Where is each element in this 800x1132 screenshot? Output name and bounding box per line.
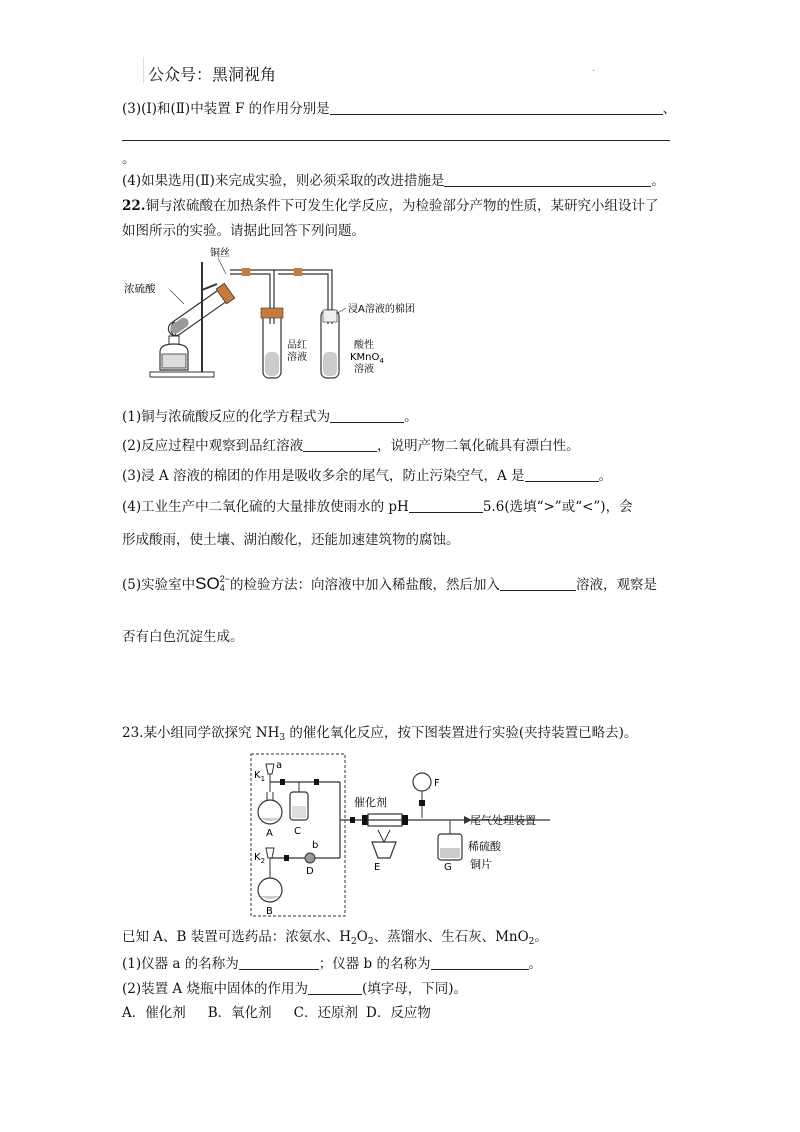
q23-intro-a: 23.某小组同学欲探究 NH (122, 725, 280, 741)
answer-blank[interactable] (409, 498, 483, 513)
q23-known-d: 。 (534, 929, 548, 945)
svg-text:F: F (434, 778, 440, 789)
svg-text:催化剂: 催化剂 (354, 796, 387, 809)
option-b: B．氧化剂 (207, 1005, 272, 1021)
svg-text:a: a (276, 760, 283, 771)
q22-item1-text: (1)铜与浓硫酸反应的化学方程式为 (122, 409, 331, 425)
svg-text:铜丝: 铜丝 (210, 248, 230, 259)
svg-text:b: b (312, 840, 319, 851)
q22-item3-end: 。 (598, 468, 612, 484)
q23-item1b: ；仪器 b 的名称为 (318, 956, 431, 972)
q22-item1 (122, 408, 418, 426)
q22-intro-line2: 如图所示的实验。请据此回答下列问题。 (122, 223, 365, 239)
svg-text:B: B (266, 906, 273, 917)
q23-intro-sub: 3 (279, 733, 286, 743)
q22-item5a-text: (5)实验室中 (122, 577, 196, 593)
q22-item5a (122, 575, 657, 594)
q22-item4a-text: (4)工业生产中二氧化硫的大量排放使雨水的 pH (122, 499, 409, 515)
svg-text:浓硫酸: 浓硫酸 (124, 283, 156, 295)
q23-item1a: (1)仪器 a 的名称为 (122, 956, 239, 972)
q23-options (122, 1004, 431, 1022)
svg-text:稀硫酸: 稀硫酸 (468, 840, 501, 853)
svg-text:尾气处理装置: 尾气处理装置 (470, 814, 536, 827)
q21-item4-end: 。 (651, 173, 665, 189)
q21-item4 (122, 172, 665, 190)
svg-text:铜片: 铜片 (470, 858, 492, 871)
watermark-text: 公众号：黑洞视角 (148, 65, 277, 84)
q23-known-c: 、蒸馏水、生石灰、MnO (373, 929, 529, 945)
q23-known-a: 已知 A、B 装置可选药品：浓氨水、H (122, 929, 352, 945)
q21-item3-cont (122, 126, 670, 144)
sulfate-ion (195, 574, 230, 593)
q23-item1 (122, 955, 542, 973)
answer-blank[interactable] (308, 980, 362, 995)
q22-intro-line1: 铜与浓硫酸在加热条件下可发生化学反应，为检验部分产物的性质，某研究小组设计了 (145, 198, 659, 214)
q23-known-sub3: 2 (528, 937, 535, 947)
option-c: C．还原剂 (293, 1005, 359, 1021)
svg-text:浸A溶液的棉团: 浸A溶液的棉团 (348, 304, 415, 315)
answer-blank[interactable] (303, 437, 377, 452)
svg-text:K2: $K_2$ (254, 852, 266, 865)
answer-blank[interactable] (330, 100, 663, 115)
q22-item3 (122, 467, 612, 485)
q22-item2-end: ，说明产物二氧化硫具有漂白性。 (377, 438, 580, 454)
q23-known-sub2: 2 (367, 937, 374, 947)
ion-charge: 2− (219, 574, 230, 584)
svg-text:C: C (294, 826, 301, 837)
q22-item2-text: (2)反应过程中观察到品红溶液 (122, 438, 304, 454)
q23-item1-end: 。 (528, 956, 542, 972)
q23-item2-text: (2)装置 A 烧瓶中固体的作用为 (122, 981, 308, 997)
q21-item3-sep: 、 (662, 101, 677, 117)
q23-intro-b: 的催化氧化反应，按下图装置进行实验(夹持装置已略去)。 (285, 725, 638, 741)
svg-text:D: D (306, 866, 314, 877)
q22-item3-text: (3)浸 A 溶液的棉团的作用是吸收多余的尾气，防止污染空气，A 是 (122, 468, 525, 484)
svg-text:酸性: 酸性 (354, 340, 374, 351)
q22-item5a-end: 溶液，观察是 (575, 577, 657, 593)
svg-text:KMnO4: KMnO$_4$ (350, 352, 384, 365)
q22-apparatus-figure (122, 244, 422, 384)
answer-blank[interactable] (330, 408, 404, 423)
q21-item3-text: (3)(Ⅰ)和(Ⅱ)中装置 F 的作用分别是 (122, 101, 330, 117)
q22-item5a-mid: 的检验方法：向溶液中加入稀盐酸，然后加入 (229, 577, 500, 593)
q22-item1-end: 。 (404, 409, 418, 425)
option-d: D．反应物 (366, 1005, 431, 1021)
q23-intro (122, 724, 637, 747)
answer-blank[interactable] (444, 172, 651, 187)
svg-text:品红: 品红 (287, 340, 307, 351)
answer-blank[interactable] (431, 955, 529, 970)
q22-item4a (122, 498, 633, 516)
q21-item4-text: (4)如果选用(Ⅱ)来完成实验，则必须采取的改进措施是 (122, 173, 445, 189)
ion-symbol: SO (195, 574, 220, 593)
q23-known (122, 928, 548, 951)
q22-intro (122, 197, 659, 215)
option-a: A．催化剂 (122, 1005, 186, 1021)
q22-item4a-end: 5.6(选填“>”或“<”)，会 (482, 499, 633, 515)
q22-item4b: 形成酸雨，使土壤、湖泊酸化，还能加速建筑物的腐蚀。 (122, 532, 460, 548)
q23-item2-end: (填字母，下同)。 (361, 981, 468, 997)
q23-known-sub1: 2 (351, 937, 357, 947)
ion-subscript: 4 (219, 583, 225, 593)
q22-number: 22. (122, 198, 146, 214)
svg-text:K1: $K_1$ (254, 770, 266, 783)
answer-blank[interactable] (239, 955, 319, 970)
q23-item2 (122, 980, 467, 998)
svg-text:溶液: 溶液 (287, 352, 307, 363)
svg-text:A: A (266, 828, 273, 839)
dot-mark: · (592, 66, 596, 77)
q23-apparatus-figure (250, 752, 560, 918)
q23-known-b: O (356, 929, 368, 945)
svg-text:G: G (444, 862, 452, 873)
q22-item2 (122, 437, 580, 455)
answer-blank[interactable] (500, 576, 576, 591)
svg-text:E: E (374, 862, 381, 873)
q21-item3 (122, 100, 676, 118)
svg-text:溶液: 溶液 (354, 364, 374, 375)
q22-item5b: 否有白色沉淀生成。 (122, 629, 244, 645)
answer-blank[interactable] (122, 126, 670, 141)
q21-item3-end: 。 (122, 151, 136, 167)
answer-blank[interactable] (525, 467, 599, 482)
